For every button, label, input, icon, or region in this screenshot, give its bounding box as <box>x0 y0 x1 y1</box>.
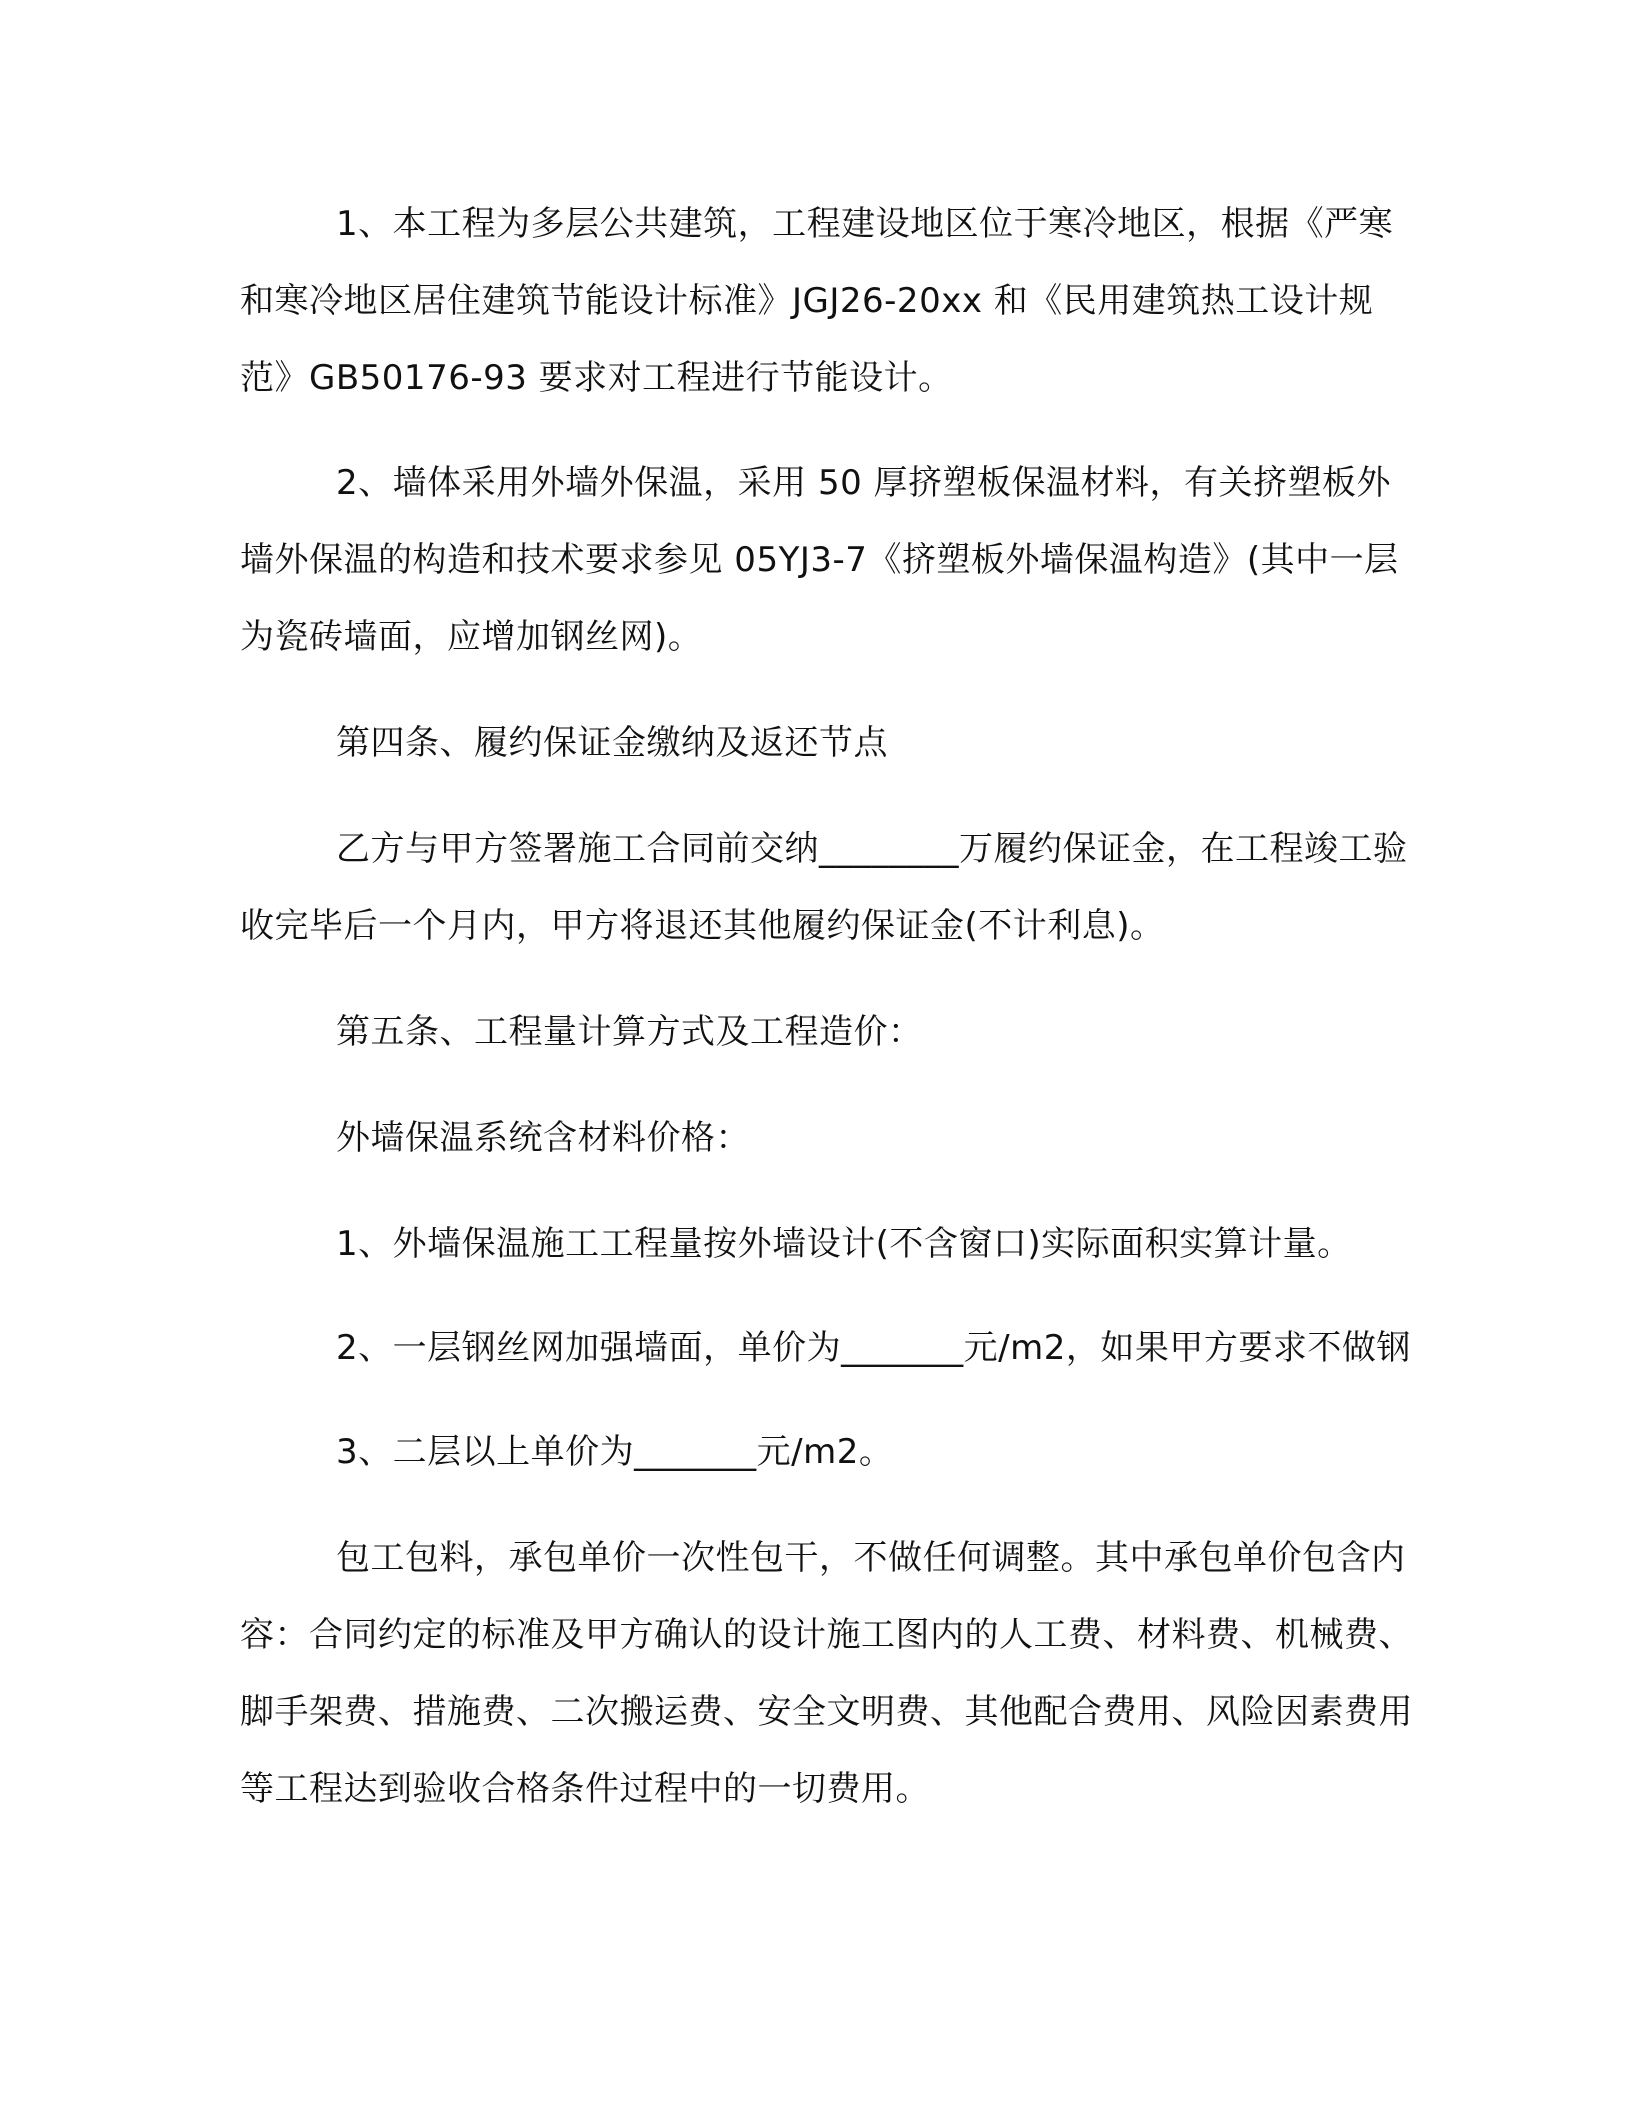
paragraph-energy-design: 1、本工程为多层公共建筑，工程建设地区位于寒冷地区，根据《严寒和寒冷地区居住建筑节能设计标准》JGJ26-20xx 和《民用建筑热工设计规范》GB50176-93 要求对工程进行节能设计。 <box>240 204 1394 398</box>
paragraph-first-floor-price: 2、一层钢丝网加强墙面，单价为_______元/m2，如果甲方要求不做钢 <box>336 1328 1411 1368</box>
paragraph-upper-floor-price: 3、二层以上单价为_______元/m2。 <box>336 1432 894 1472</box>
paragraph-performance-bond: 乙方与甲方签署施工合同前交纳________万履约保证金，在工程竣工验收完毕后一个月内，甲方将退还其他履约保证金(不计利息)。 <box>240 829 1408 946</box>
heading-article-four: 第四条、履约保证金缴纳及返还节点 <box>336 723 888 763</box>
paragraph-quantity-method: 1、外墙保温施工工程量按外墙设计(不含窗口)实际面积实算计量。 <box>336 1224 1352 1264</box>
paragraph-wall-insulation: 2、墙体采用外墙外保温，采用 50 厚挤塑板保温材料，有关挤塑板外墙外保温的构造和技术要求参见 05YJ3-7《挤塑板外墙保温构造》(其中一层为瓷砖墙面，应增加钢丝网)。 <box>240 463 1399 657</box>
paragraph-material-price: 外墙保温系统含材料价格： <box>336 1118 750 1158</box>
heading-article-five: 第五条、工程量计算方式及工程造价： <box>336 1012 923 1052</box>
document-body <box>240 186 1420 1828</box>
paragraph-lump-sum-terms: 包工包料，承包单价一次性包干，不做任何调整。其中承包单价包含内容：合同约定的标准及甲方确认的设计施工图内的人工费、材料费、机械费、脚手架费、措施费、二次搬运费、安全文明费、其他配合费用、风险因素费用等工程达到验收合格条件过程中的一切费用。 <box>240 1538 1413 1809</box>
